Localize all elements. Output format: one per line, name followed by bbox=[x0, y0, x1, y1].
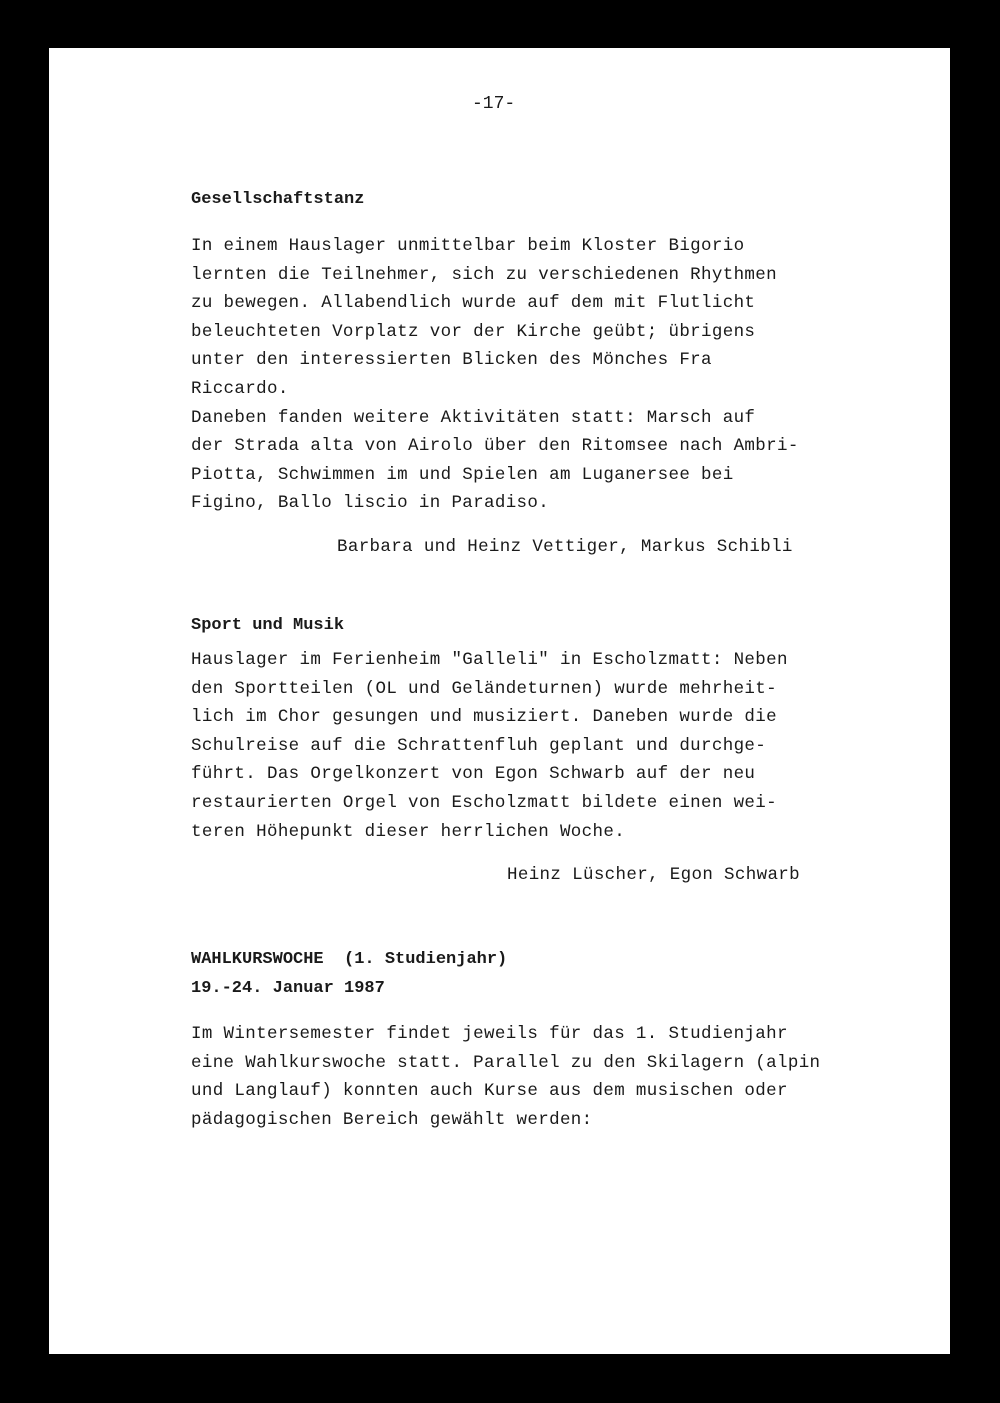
text-line: Riccardo. bbox=[191, 378, 289, 399]
text-line: Figino, Ballo liscio in Paradiso. bbox=[191, 493, 550, 514]
section-date: 19.-24. Januar 1987 bbox=[191, 979, 385, 998]
text-line: Schulreise auf die Schrattenfluh geplant und durchge- bbox=[191, 735, 767, 756]
section-body-wahlkurswoche bbox=[191, 1020, 820, 1134]
section-signature: Heinz Lüscher, Egon Schwarb bbox=[507, 865, 800, 885]
text-line: eine Wahlkurswoche statt. Parallel zu den Skilagern (alpin bbox=[191, 1052, 821, 1073]
section-heading-gesellschaftstanz: Gesellschaftstanz bbox=[191, 190, 365, 209]
section-body-gesellschaftstanz bbox=[191, 232, 799, 518]
section-heading-wahlkurswoche: WAHLKURSWOCHE (1. Studienjahr) bbox=[191, 950, 508, 969]
text-line: und Langlauf) konnten auch Kurse aus dem musischen oder bbox=[191, 1081, 788, 1102]
text-line: lernten die Teilnehmer, sich zu verschiedenen Rhythmen bbox=[191, 264, 777, 285]
text-line: teren Höhepunkt dieser herrlichen Woche. bbox=[191, 821, 626, 842]
page-number: -17- bbox=[472, 94, 516, 114]
text-line: zu bewegen. Allabendlich wurde auf dem mit Flutlicht bbox=[191, 293, 756, 314]
section-body-sport-und-musik bbox=[191, 646, 788, 846]
text-line: Piotta, Schwimmen im und Spielen am Luganersee bei bbox=[191, 464, 734, 485]
text-line: restaurierten Orgel von Escholzmatt bildete einen wei- bbox=[191, 792, 777, 813]
text-line: der Strada alta von Airolo über den Ritomsee nach Ambri- bbox=[191, 436, 799, 457]
text-line: den Sportteilen (OL und Geländeturnen) wurde mehrheit- bbox=[191, 678, 777, 699]
text-line: beleuchteten Vorplatz vor der Kirche geübt; übrigens bbox=[191, 321, 756, 342]
document-page bbox=[49, 48, 950, 1354]
text-line: In einem Hauslager unmittelbar beim Kloster Bigorio bbox=[191, 236, 745, 256]
text-line: führt. Das Orgelkonzert von Egon Schwarb auf der neu bbox=[191, 764, 756, 785]
text-line: Im Wintersemester findet jeweils für das 1. Studienjahr bbox=[191, 1024, 788, 1044]
text-line: Daneben fanden weitere Aktivitäten statt: Marsch auf bbox=[191, 407, 756, 428]
text-line: Hauslager im Ferienheim "Galleli" in Escholzmatt: Neben bbox=[191, 650, 788, 670]
section-heading-sport-und-musik: Sport und Musik bbox=[191, 616, 345, 635]
text-line: unter den interessierten Blicken des Mönches Fra bbox=[191, 350, 712, 371]
text-line: lich im Chor gesungen und musiziert. Daneben wurde die bbox=[191, 707, 777, 728]
text-line: pädagogischen Bereich gewählt werden: bbox=[191, 1109, 593, 1130]
section-signature: Barbara und Heinz Vettiger, Markus Schibli bbox=[337, 537, 793, 557]
